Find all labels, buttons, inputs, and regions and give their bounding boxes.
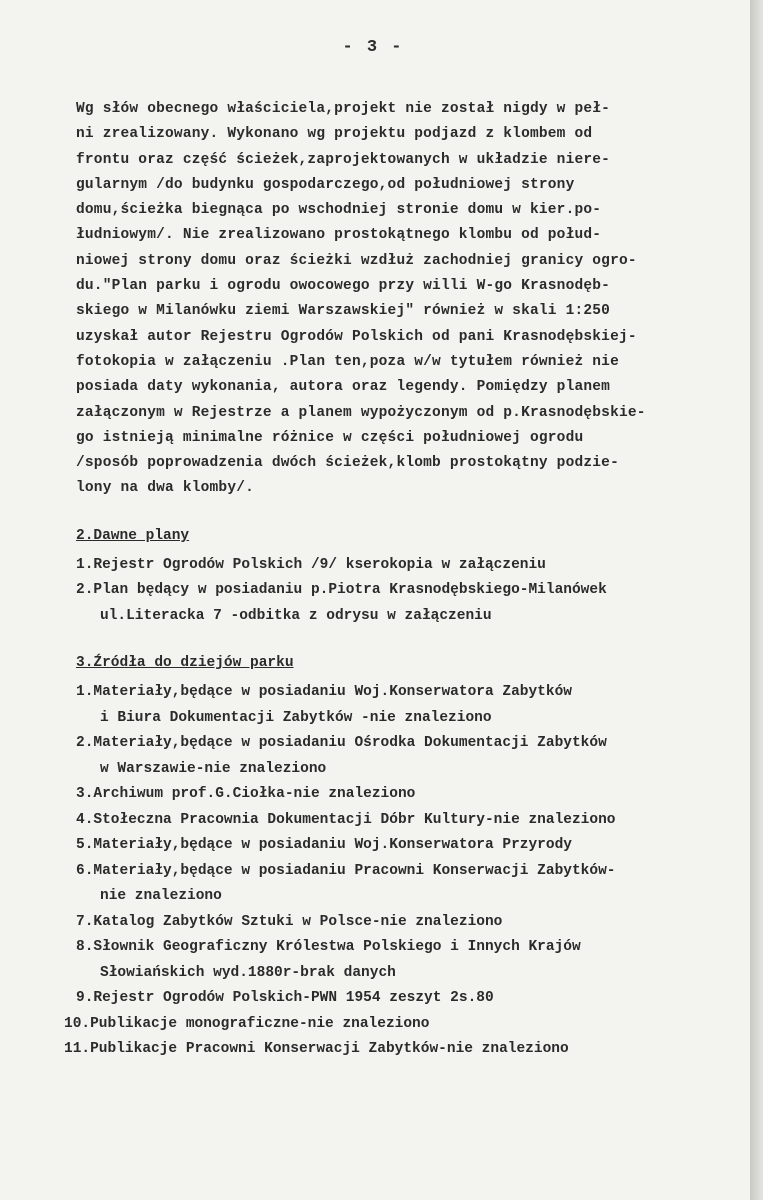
list-item: 2.Plan będący w posiadaniu p.Piotra Krasnodębskiego-Milanówek: [76, 582, 607, 599]
text-line: uzyskał autor Rejestru Ogrodów Polskich od pani Krasnodębskiej-: [76, 328, 637, 345]
text-line: niowej strony domu oraz ścieżki wzdłuż zachodniej granicy ogro-: [76, 252, 637, 269]
list-item: 5.Materiały,będące w posiadaniu Woj.Konserwatora Przyrody: [76, 837, 572, 854]
text-line: skiego w Milanówku ziemi Warszawskiej" również w skali 1:250: [76, 303, 611, 320]
page-number: - 3 -: [342, 38, 404, 57]
list-item: 2.Materiały,będące w posiadaniu Ośrodka Dokumentacji Zabytków: [76, 735, 607, 752]
intro-paragraph: [76, 97, 730, 502]
list-item: 10.Publikacje monograficzne-nie znaleziono: [64, 1015, 430, 1032]
section-heading-sources: 3.Źródła do dziejów parku: [76, 655, 294, 672]
text-line: du."Plan parku i ogrodu owocowego przy willi W-go Krasnodęb-: [76, 278, 611, 295]
list-item-continuation: w Warszawie-nie znaleziono: [100, 760, 327, 777]
list-item: 1.Materiały,będące w posiadaniu Woj.Konserwatora Zabytków: [76, 684, 572, 701]
text-line: frontu oraz część ścieżek,zaprojektowanych w układzie niere-: [76, 151, 611, 168]
text-line: go istnieją minimalne różnice w części południowej ogrodu: [76, 429, 584, 446]
text-line: ni zrealizowany. Wykonano wg projektu podjazd z klombem od: [76, 126, 593, 143]
list-item-continuation: Słowiańskich wyd.1880r-brak danych: [100, 964, 396, 981]
section-sources: [64, 651, 730, 1063]
text-line: załączonym w Rejestrze a planem wypożyczonym od p.Krasnodębskie-: [76, 404, 646, 421]
sources-list: [64, 680, 730, 1063]
text-line: /sposób poprowadzenia dwóch ścieżek,klomb prostokątny podzie-: [76, 455, 619, 472]
section-heading-old-plans: 2.Dawne plany: [76, 527, 190, 544]
list-item: 9.Rejestr Ogrodów Polskich-PWN 1954 zeszyt 2s.80: [76, 990, 494, 1007]
text-line: domu,ścieżka biegnąca po wschodniej stronie domu w kier.po-: [76, 202, 602, 219]
list-item: 3.Archiwum prof.G.Ciołka-nie znaleziono: [76, 786, 416, 803]
list-item: 11.Publikacje Pracowni Konserwacji Zabytków-nie znaleziono: [64, 1041, 569, 1058]
list-item: 1.Rejestr Ogrodów Polskich /9/ kserokopia w załączeniu: [76, 556, 546, 573]
section-old-plans: [76, 524, 730, 630]
text-line: gularnym /do budynku gospodarczego,od południowej strony: [76, 176, 575, 193]
text-line: lony na dwa klomby/.: [76, 480, 255, 497]
list-item-continuation: ul.Literacka 7 -odbitka z odrysu w załączeniu: [100, 607, 492, 624]
list-item-continuation: nie znaleziono: [100, 888, 222, 905]
list-item: 4.Stołeczna Pracownia Dokumentacji Dóbr Kultury-nie znaleziono: [76, 811, 616, 828]
text-line: fotokopia w załączeniu .Plan ten,poza w/w tytułem również nie: [76, 353, 619, 370]
text-line: posiada daty wykonania, autora oraz legendy. Pomiędzy planem: [76, 379, 611, 396]
list-item: 6.Materiały,będące w posiadaniu Pracowni Konserwacji Zabytków-: [76, 862, 616, 879]
paper-edge: [750, 0, 763, 1200]
list-item-continuation: i Biura Dokumentacji Zabytków -nie znaleziono: [100, 709, 492, 726]
text-line: Wg słów obecnego właściciela,projekt nie został nigdy w peł-: [76, 101, 611, 117]
list-item: 7.Katalog Zabytków Sztuki w Polsce-nie znaleziono: [76, 913, 503, 930]
old-plans-list: [76, 553, 730, 630]
text-line: łudniowym/. Nie zrealizowano prostokątnego klombu od połud-: [76, 227, 602, 244]
list-item: 8.Słownik Geograficzny Królestwa Polskiego i Innych Krajów: [76, 939, 581, 956]
